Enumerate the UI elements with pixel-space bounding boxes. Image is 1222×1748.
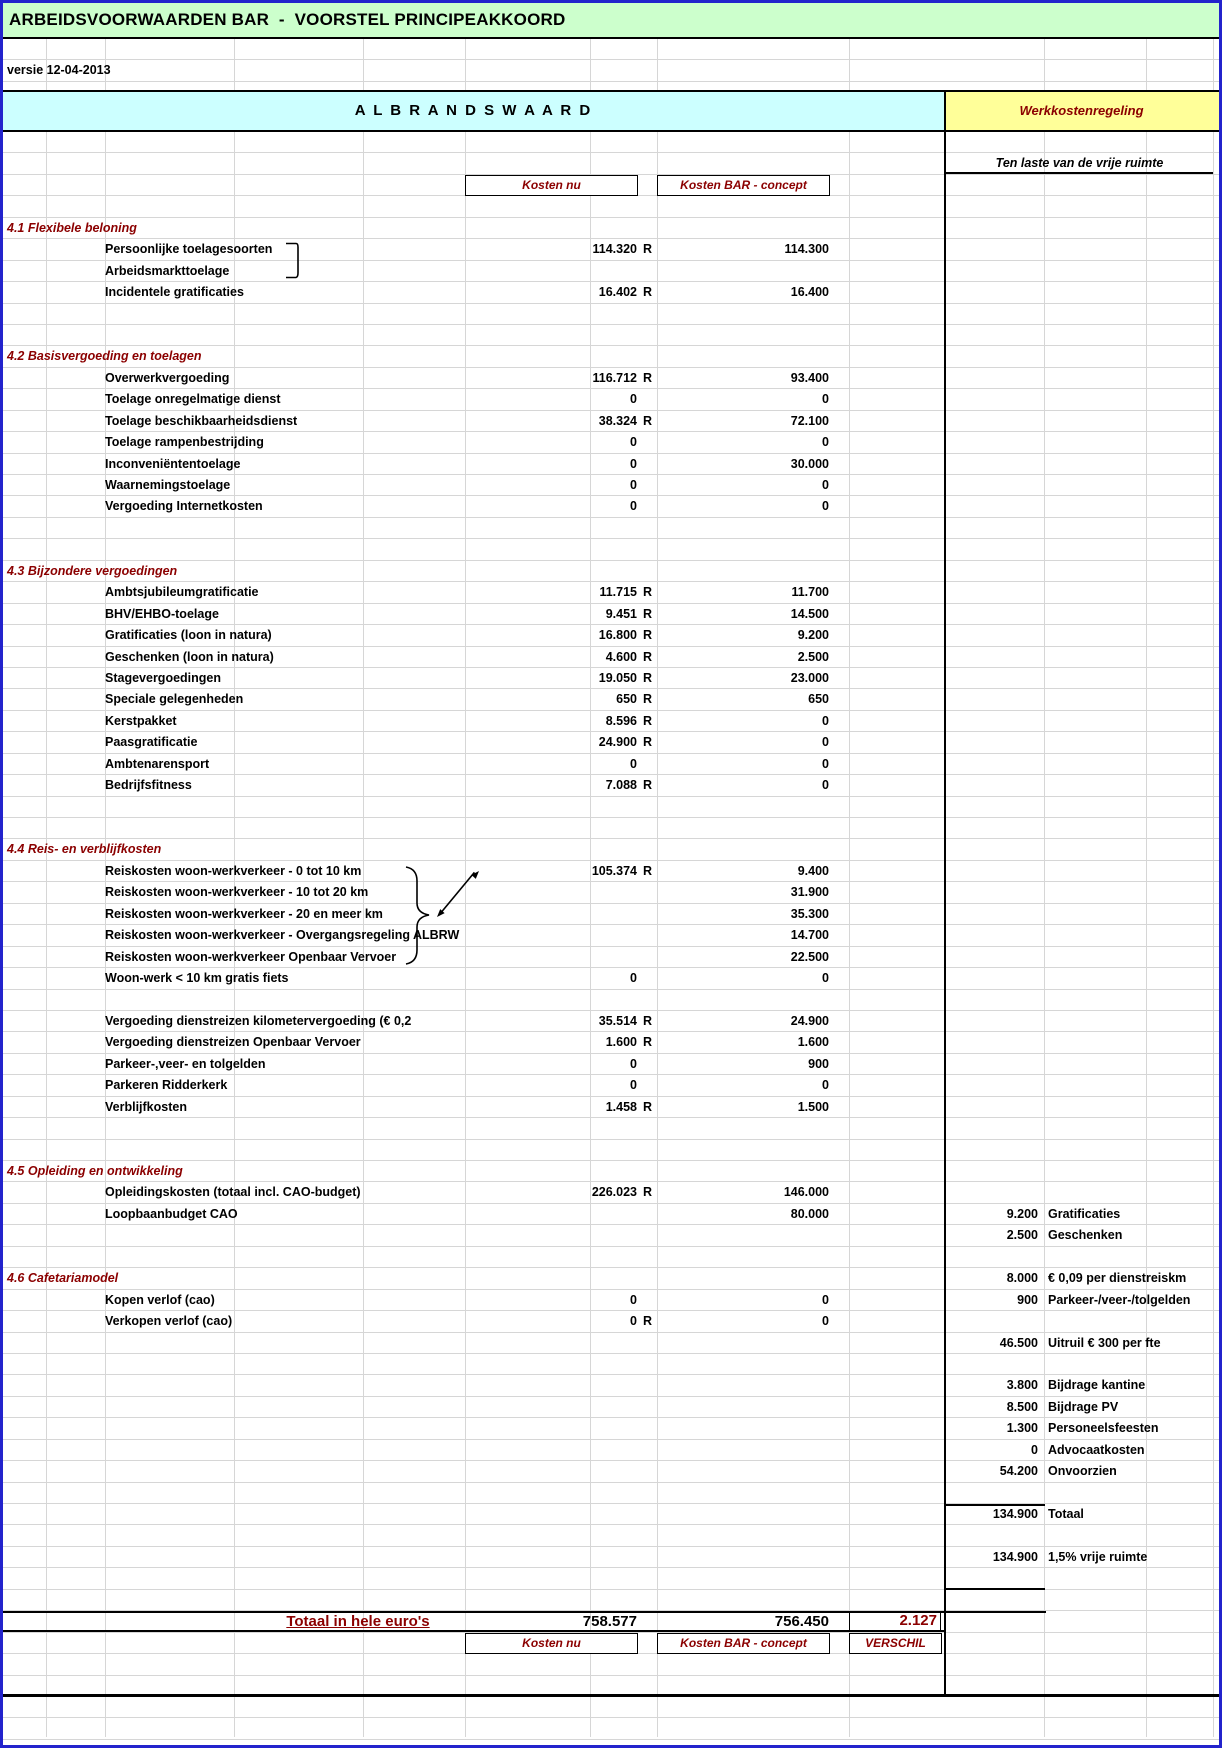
label-werkkosten[interactable]: Bijdrage PV [1048, 1399, 1119, 1414]
flag-r[interactable]: R [643, 1314, 653, 1329]
value-kosten-bar[interactable]: 1.600 [797, 1035, 829, 1050]
sheet-row [3, 1097, 1219, 1118]
sheet-row [3, 775, 1219, 796]
value-werkkosten[interactable]: 8.000 [1006, 1271, 1038, 1286]
sheet-row [3, 132, 1219, 153]
column-header-kosten-bar[interactable]: Kosten BAR - concept [657, 175, 830, 196]
item-label[interactable]: Reiskosten woon-werkverkeer - 0 tot 10 km [105, 863, 362, 878]
value-kosten-bar[interactable]: 0 [822, 392, 829, 407]
item-label[interactable]: Opleidingskosten (totaal incl. CAO-budget) [105, 1185, 361, 1200]
item-label[interactable]: Persoonlijke toelagesoorten [105, 242, 273, 257]
value-kosten-bar[interactable]: 93.400 [790, 370, 829, 385]
version-label: versie 12-04-2013 [7, 63, 111, 78]
reference-arrow [429, 861, 487, 923]
sheet-row [3, 261, 1219, 282]
value-kosten-bar[interactable]: 23.000 [790, 670, 829, 685]
label-werkkosten[interactable]: Bijdrage kantine [1048, 1378, 1146, 1393]
item-label[interactable]: Toelage beschikbaarheidsdienst [105, 413, 298, 428]
sheet-row [3, 947, 1219, 968]
item-label[interactable]: Parkeer-,veer- en tolgelden [105, 1056, 266, 1071]
blank-row [3, 39, 1219, 60]
section-header[interactable]: 4.2 Basisvergoeding en toelagen [7, 349, 202, 364]
item-label[interactable]: Verkopen verlof (cao) [105, 1314, 233, 1329]
sheet-row [3, 1397, 1219, 1418]
sheet-row [3, 1568, 1219, 1589]
value-werkkosten[interactable]: 9.200 [1006, 1206, 1038, 1221]
sheet-row [3, 1204, 1219, 1225]
sheet-row [3, 1311, 1219, 1332]
sheet-row [3, 625, 1219, 646]
sheet-row [3, 454, 1219, 475]
label-werkkosten[interactable]: Geschenken [1048, 1228, 1123, 1243]
value-kosten-nu[interactable]: 226.023 [591, 1185, 637, 1200]
value-werkkosten[interactable]: 3.800 [1006, 1378, 1038, 1393]
page-title: ARBEIDSVOORWAARDEN BAR - VOORSTEL PRINCIPEAKKOORD [9, 10, 566, 29]
sheet-row [3, 1354, 1219, 1375]
item-label[interactable]: Parkeren Ridderkerk [105, 1078, 228, 1093]
sheet-row [3, 1547, 1219, 1568]
value-werkkosten[interactable]: 46.500 [999, 1335, 1038, 1350]
value-kosten-bar[interactable]: 146.000 [783, 1185, 829, 1200]
sheet-row [3, 1118, 1219, 1139]
label-werkkosten[interactable]: Onvoorzien [1048, 1464, 1117, 1479]
section-header[interactable]: 4.4 Reis- en verblijfkosten [7, 842, 162, 857]
item-label[interactable]: BHV/EHBO-toelage [105, 606, 219, 621]
sheet-row [3, 1290, 1219, 1311]
item-label[interactable]: Arbeidsmarkttoelage [105, 263, 230, 278]
sheet-row [3, 1654, 1219, 1675]
sheet-row [3, 604, 1219, 625]
label-werkkosten[interactable]: Advocaatkosten [1048, 1442, 1145, 1457]
flag-r[interactable]: R [643, 1013, 653, 1028]
sheet-row [3, 496, 1219, 517]
value-kosten-nu[interactable]: 116.712 [592, 370, 637, 385]
label-werkkosten[interactable]: Uitruil € 300 per fte [1048, 1335, 1161, 1350]
value-kosten-bar[interactable]: 0 [822, 1292, 829, 1307]
header-band [3, 90, 1219, 132]
value-werkkosten[interactable]: 900 [1017, 1292, 1038, 1307]
value-kosten-nu[interactable]: 114.320 [592, 242, 637, 257]
value-kosten-nu[interactable]: 0 [630, 435, 637, 450]
value-kosten-bar[interactable]: 9.200 [797, 628, 829, 643]
value-kosten-nu[interactable]: 0 [630, 1078, 637, 1093]
value-kosten-bar[interactable]: 22.500 [790, 949, 829, 964]
value-kosten-nu[interactable]: 38.324 [598, 413, 637, 428]
value-kosten-bar[interactable]: 24.900 [790, 1013, 829, 1028]
sheet-row [3, 1440, 1219, 1461]
werkkostenregeling-header-cell[interactable]: Werkkostenregeling [944, 92, 1219, 130]
flag-r[interactable]: R [643, 242, 653, 257]
item-label[interactable]: Kopen verlof (cao) [105, 1292, 215, 1307]
value-kosten-bar[interactable]: 14.500 [790, 606, 829, 621]
sheet-row [3, 1375, 1219, 1396]
item-label[interactable]: Loopbaanbudget CAO [105, 1206, 238, 1221]
item-label[interactable]: Ambtenarensport [105, 756, 210, 771]
sheet-row [3, 389, 1219, 410]
value-werkkosten[interactable]: 134.900 [992, 1507, 1038, 1521]
value-kosten-bar[interactable]: 9.400 [797, 863, 829, 878]
sheet-row [3, 1140, 1219, 1161]
value-kosten-bar[interactable]: 0 [822, 756, 829, 771]
flag-r[interactable]: R [643, 1035, 653, 1050]
sheet-row [3, 904, 1219, 925]
item-label[interactable]: Vergoeding Internetkosten [105, 499, 263, 514]
totals-kosten-nu[interactable]: 758.577 [582, 1613, 637, 1631]
value-kosten-bar[interactable]: 11.700 [791, 585, 829, 600]
value-werkkosten[interactable]: 8.500 [1006, 1399, 1038, 1414]
totals-label[interactable]: Totaal in hele euro's [286, 1613, 430, 1631]
value-kosten-nu[interactable]: 0 [630, 456, 637, 471]
item-label[interactable]: Reiskosten woon-werkverkeer - 20 en meer km [105, 906, 383, 921]
value-kosten-nu[interactable]: 0 [630, 478, 637, 492]
value-kosten-bar[interactable]: 0 [822, 1078, 829, 1093]
section-divider-line [944, 90, 946, 1697]
werkkosten-border [946, 1504, 1045, 1506]
flag-r[interactable]: R [643, 606, 653, 621]
sheet-row [3, 1247, 1219, 1268]
flag-r[interactable]: R [643, 713, 653, 728]
item-label[interactable]: Bedrijfsfitness [105, 778, 192, 793]
heavy-rule [3, 1694, 1219, 1697]
item-label[interactable]: Paasgratificatie [105, 735, 198, 750]
sheet-row [3, 754, 1219, 775]
grouping-bracket [284, 242, 302, 279]
sheet-row [3, 1054, 1219, 1075]
label-werkkosten[interactable]: Parkeer-/veer-/tolgelden [1048, 1292, 1191, 1307]
value-werkkosten[interactable]: 2.500 [1006, 1228, 1038, 1243]
item-label[interactable]: Woon-werk < 10 km gratis fiets [105, 971, 289, 986]
value-kosten-bar[interactable]: 35.300 [790, 906, 829, 921]
sheet-row [3, 304, 1219, 325]
value-kosten-bar[interactable]: 2.500 [797, 649, 829, 664]
label-werkkosten[interactable]: 1,5% vrije ruimte [1048, 1549, 1148, 1564]
sheet-row [3, 861, 1219, 882]
section-header[interactable]: 4.3 Bijzondere vergoedingen [7, 563, 178, 578]
sheet-row [3, 1182, 1219, 1203]
sheet-row [3, 1676, 1219, 1697]
flag-r[interactable]: R [643, 863, 653, 878]
value-kosten-bar[interactable]: 0 [822, 1314, 829, 1329]
value-kosten-nu[interactable]: 0 [630, 499, 637, 514]
item-label[interactable]: Waarnemingstoelage [105, 478, 231, 492]
value-kosten-bar[interactable]: 0 [822, 713, 829, 728]
item-label[interactable]: Reiskosten woon-werkverkeer - 10 tot 20 km [105, 885, 369, 900]
sheet-row [3, 797, 1219, 818]
value-kosten-nu[interactable]: 1.600 [605, 1035, 637, 1050]
sheet-rows [3, 132, 1219, 1740]
value-kosten-bar[interactable]: 0 [822, 478, 829, 492]
totals-verschil[interactable]: 2.127 [849, 1611, 941, 1631]
sheet-row [3, 1011, 1219, 1032]
sheet-row [3, 668, 1219, 689]
value-kosten-nu[interactable]: 0 [630, 971, 637, 986]
sheet-row [3, 218, 1219, 239]
value-kosten-nu[interactable]: 4.600 [605, 649, 637, 664]
sheet-row [3, 411, 1219, 432]
value-kosten-bar[interactable]: 31.900 [790, 885, 829, 900]
item-label[interactable]: Incidentele gratificaties [105, 285, 244, 300]
sheet-row [3, 175, 1219, 196]
value-kosten-nu[interactable]: 105.374 [591, 863, 637, 878]
sheet-row [3, 990, 1219, 1011]
value-kosten-nu[interactable]: 7.088 [605, 778, 637, 793]
value-kosten-bar[interactable]: 30.000 [790, 456, 829, 471]
sheet-row [3, 346, 1219, 367]
item-label[interactable]: Vergoeding dienstreizen kilometervergoeding (€ 0,2 [105, 1013, 412, 1028]
sheet-row [3, 1161, 1219, 1182]
label-werkkosten[interactable]: Personeelsfeesten [1048, 1421, 1159, 1436]
value-werkkosten[interactable]: 134.900 [992, 1549, 1038, 1564]
value-kosten-nu[interactable]: 0 [630, 392, 637, 407]
sheet-row [3, 1718, 1219, 1739]
flag-r[interactable]: R [643, 370, 653, 385]
item-label[interactable]: Geschenken (loon in natura) [105, 649, 274, 664]
version-row[interactable] [3, 60, 1219, 82]
sheet-row [3, 432, 1219, 453]
column-header-kosten-nu[interactable]: Kosten nu [465, 175, 638, 196]
sheet-row [3, 196, 1219, 217]
flag-r[interactable]: R [643, 628, 653, 643]
organisation-header-cell[interactable]: A L B R A N D S W A A R D [3, 92, 944, 130]
value-kosten-nu[interactable]: 19.050 [598, 670, 637, 685]
value-kosten-bar[interactable]: 80.000 [790, 1206, 829, 1221]
sheet-row [3, 818, 1219, 839]
sheet-row [3, 839, 1219, 860]
value-werkkosten[interactable]: 0 [1031, 1442, 1038, 1457]
sheet-row [3, 1633, 1219, 1654]
sheet-row [3, 1697, 1219, 1718]
flag-r[interactable]: R [643, 413, 653, 428]
flag-r[interactable]: R [643, 692, 653, 707]
flag-r[interactable]: R [643, 1099, 653, 1114]
sheet-row [3, 153, 1219, 174]
sheet-row [3, 925, 1219, 946]
sheet-row [3, 1525, 1219, 1546]
sheet-row [3, 1032, 1219, 1053]
sheet-row [3, 711, 1219, 732]
value-kosten-nu[interactable]: 16.402 [598, 285, 637, 300]
value-kosten-bar[interactable]: 114.300 [784, 242, 829, 257]
value-kosten-nu[interactable]: 0 [630, 1056, 637, 1071]
value-kosten-nu[interactable]: 11.715 [599, 585, 637, 600]
value-kosten-nu[interactable]: 0 [630, 1292, 637, 1307]
flag-r[interactable]: R [643, 778, 653, 793]
value-kosten-nu[interactable]: 8.596 [605, 713, 637, 728]
item-label[interactable]: Speciale gelegenheden [105, 692, 244, 707]
sheet-row [3, 1225, 1219, 1246]
sheet-row [3, 732, 1219, 753]
item-label[interactable]: Reiskosten woon-werkverkeer - Overgangsregeling ALBRW [105, 928, 460, 943]
value-kosten-nu[interactable]: 0 [630, 1314, 637, 1329]
item-label[interactable]: Overwerkvergoeding [105, 370, 230, 385]
value-kosten-nu[interactable]: 16.800 [598, 628, 637, 643]
flag-r[interactable]: R [643, 735, 653, 750]
value-kosten-bar[interactable]: 0 [822, 735, 829, 750]
sheet-row [3, 689, 1219, 710]
totals-kosten-bar[interactable]: 756.450 [774, 1613, 829, 1631]
sheet-row [3, 239, 1219, 260]
item-label[interactable]: Gratificaties (loon in natura) [105, 628, 272, 643]
sheet-row [3, 1611, 1219, 1632]
sheet-row [3, 1504, 1219, 1525]
sheet-row [3, 1461, 1219, 1482]
column-header-kosten-nu[interactable]: Kosten nu [465, 1633, 638, 1654]
blank-row [3, 82, 1219, 90]
item-label[interactable]: Stagevergoedingen [105, 670, 221, 685]
grouping-brace [404, 866, 432, 965]
value-kosten-bar[interactable]: 14.700 [790, 928, 829, 943]
item-label[interactable]: Inconveniëntentoelage [105, 456, 241, 471]
flag-r[interactable]: R [643, 1185, 653, 1200]
column-header-verschil[interactable]: VERSCHIL [849, 1633, 942, 1654]
value-kosten-nu[interactable]: 24.900 [598, 735, 637, 750]
sheet-row [3, 368, 1219, 389]
label-werkkosten[interactable]: Gratificaties [1048, 1206, 1121, 1221]
item-label[interactable]: Reiskosten woon-werkverkeer Openbaar Vervoer [105, 949, 397, 964]
item-label[interactable]: Toelage rampenbestrijding [105, 435, 264, 450]
value-kosten-bar[interactable]: 900 [808, 1056, 829, 1071]
item-label[interactable]: Kerstpakket [105, 713, 177, 728]
sheet-row [3, 1418, 1219, 1439]
flag-r[interactable]: R [643, 670, 653, 685]
section-header[interactable]: 4.5 Opleiding en ontwikkeling [7, 1164, 183, 1178]
sheet-row [3, 1075, 1219, 1096]
value-kosten-nu[interactable]: 35.514 [598, 1013, 637, 1028]
sheet-row [3, 882, 1219, 903]
sheet-row [3, 647, 1219, 668]
value-kosten-bar[interactable]: 650 [808, 692, 829, 707]
sheet-row [3, 325, 1219, 346]
value-kosten-bar[interactable]: 72.100 [790, 413, 829, 428]
sheet-row [3, 582, 1219, 603]
section-header[interactable]: 4.6 Cafetariamodel [7, 1271, 119, 1286]
sheet-row [3, 1590, 1219, 1611]
section-header[interactable]: 4.1 Flexibele beloning [7, 220, 137, 235]
value-kosten-nu[interactable]: 1.458 [605, 1099, 637, 1114]
vrije-ruimte-subheader[interactable]: Ten laste van de vrije ruimte [946, 153, 1213, 173]
label-werkkosten[interactable]: Totaal [1048, 1507, 1084, 1521]
sheet-row [3, 561, 1219, 582]
item-label[interactable]: Verblijfkosten [105, 1099, 187, 1114]
sheet-row [3, 475, 1219, 496]
flag-r[interactable]: R [643, 285, 653, 300]
title-band [3, 3, 1219, 39]
sheet-row [3, 1483, 1219, 1504]
value-kosten-bar[interactable]: 1.500 [797, 1099, 829, 1114]
label-werkkosten[interactable]: € 0,09 per dienstreiskm [1048, 1271, 1187, 1286]
flag-r[interactable]: R [643, 585, 653, 600]
sheet-row [3, 1333, 1219, 1354]
value-kosten-bar[interactable]: 0 [822, 971, 829, 986]
value-kosten-nu[interactable]: 0 [630, 756, 637, 771]
value-werkkosten[interactable]: 1.300 [1006, 1421, 1038, 1436]
item-label[interactable]: Toelage onregelmatige dienst [105, 392, 281, 407]
totals-border-band [946, 1611, 1046, 1613]
value-werkkosten[interactable]: 54.200 [999, 1464, 1038, 1479]
value-kosten-nu[interactable]: 9.451 [605, 606, 637, 621]
sheet-row [3, 1268, 1219, 1289]
item-label[interactable]: Vergoeding dienstreizen Openbaar Vervoer [105, 1035, 361, 1050]
value-kosten-bar[interactable]: 16.400 [790, 285, 829, 300]
value-kosten-nu[interactable]: 650 [616, 692, 637, 707]
column-header-kosten-bar[interactable]: Kosten BAR - concept [657, 1633, 830, 1654]
value-kosten-bar[interactable]: 0 [822, 499, 829, 514]
value-kosten-bar[interactable]: 0 [822, 435, 829, 450]
sheet-row [3, 282, 1219, 303]
sheet-row [3, 518, 1219, 539]
sheet-row [3, 968, 1219, 989]
sheet-row [3, 539, 1219, 560]
value-kosten-bar[interactable]: 0 [822, 778, 829, 793]
flag-r[interactable]: R [643, 649, 653, 664]
item-label[interactable]: Ambtsjubileumgratificatie [105, 585, 259, 600]
